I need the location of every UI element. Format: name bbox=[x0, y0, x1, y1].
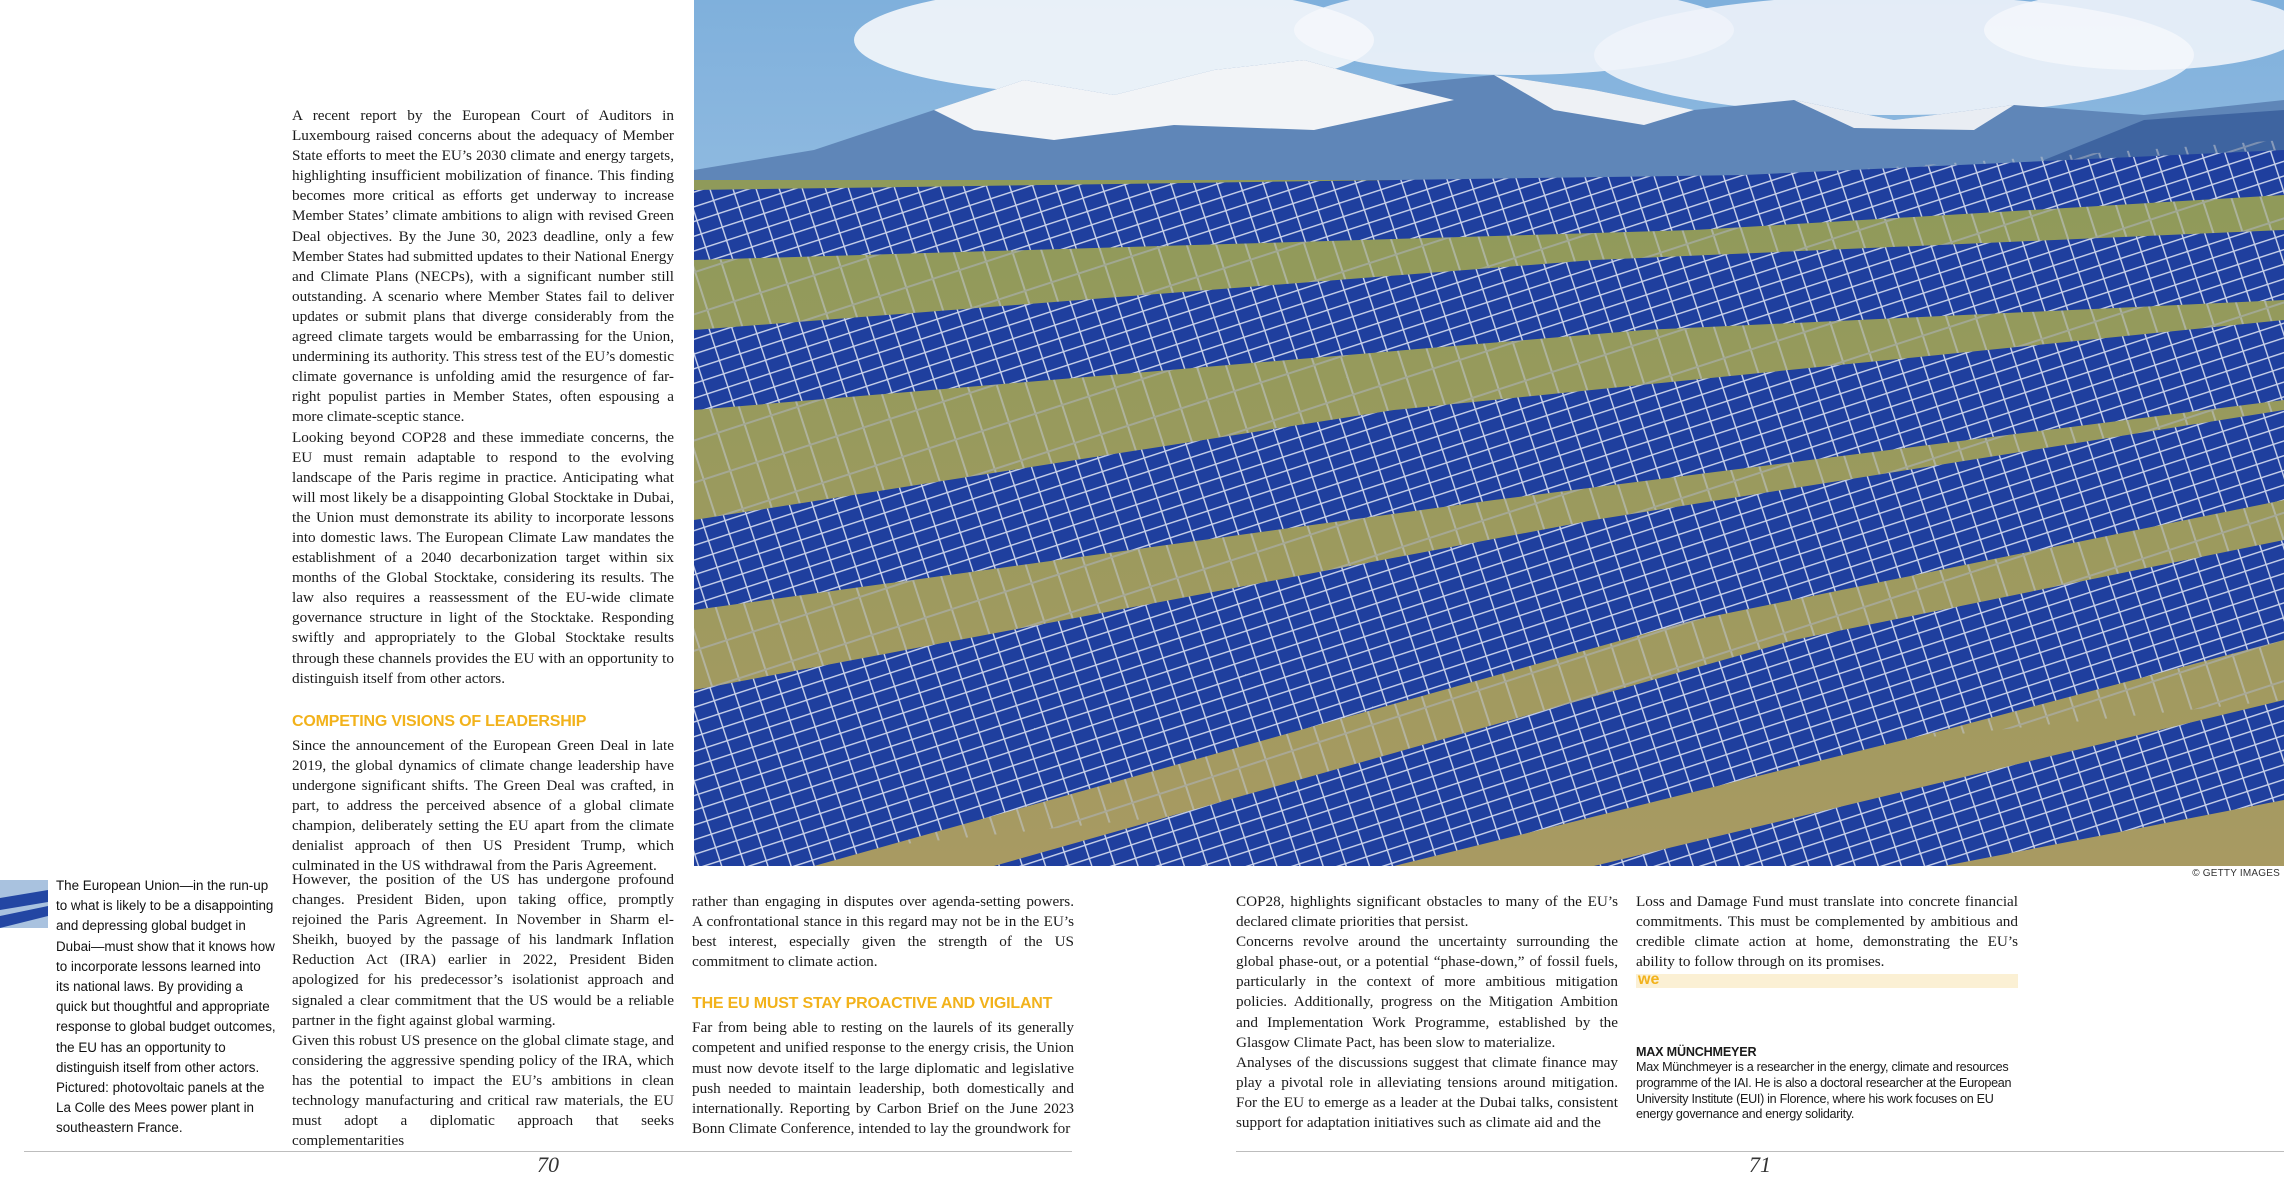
author-name: MAX MÜNCHMEYER bbox=[1636, 1045, 1757, 1060]
paragraph: Since the announcement of the European Green Deal in late 2019, the global dynamics of climate change leadership have undergone significant shifts. The Green Deal was crafted, in part, to address the perceived absence of a global climate champion, deliberately setting the EU apart from the climate denialist approach of then US President Trump, which culminated in the US withdrawal from the Paris Agreement. bbox=[292, 736, 674, 875]
column-1-top bbox=[292, 106, 674, 876]
paragraph: Analyses of the discussions suggest that climate finance may play a pivotal role in alleviating tensions around mitigation. For the EU to emerge as a leader at the Dubai talks, consistent support for adaptation initiatives such as climate aid and the bbox=[1236, 1053, 1618, 1132]
photo-credit: © GETTY IMAGES bbox=[2192, 868, 2280, 879]
column-4 bbox=[1636, 892, 2018, 1123]
photo-caption: The European Union—in the run-up to what is likely to be a disappointing and depressing global budget in Dubai—must show that it knows how to incorporate lessons learned into its national laws. By providing a quick but thoughtful and appropriate response to global budget outcomes, the EU has an opportunity to distinguish itself from other actors. Pictured: photovoltaic panels at the La Colle des Mees power plant in southeastern France. bbox=[56, 878, 276, 1136]
paragraph: Looking beyond COP28 and these immediate concerns, the EU must remain adaptable to respond to the evolving landscape of the Paris regime in practice. Anticipating what will most likely be a disappointing Global Stocktake in Dubai, the Union must demonstrate its ability to incorporate lessons into domestic laws. The European Climate Law mandates the establishment of a 2040 decarbonization target within six months of the Global Stocktake, considering its results. The law also requires a reassessment of the EU-wide climate governance structure in light of the Stocktake. Responding swiftly and appropriately to the Global Stocktake results through these channels provides the EU with an opportunity to distinguish itself from other actors. bbox=[292, 428, 674, 687]
paragraph: However, the position of the US has undergone profound changes. President Biden, upon taking office, promptly rejoined the Paris Agreement. In November in Sharm el-Sheikh, buoyed by the passage of his landmark Inflation Reduction Act (IRA) earlier in 2022, President Biden apologized for his predecessor’s isolationist approach and signaled a clear commitment that the US would be a reliable partner in the fight against global warming. bbox=[292, 871, 674, 1029]
column-2 bbox=[692, 892, 1074, 1139]
paragraph: A recent report by the European Court of Auditors in Luxembourg raised concerns about the adequacy of Member State efforts to meet the EU’s 2030 climate and energy targets, highlighting insufficient mobilization of finance. This finding becomes more critical as efforts get underway to increase Member States’ climate ambitions to align with revised Green Deal objectives. By the June 30, 2023 deadline, only a few Member States had submitted updates to their National Energy and Climate Plans (NECPs), with a significant number still outstanding. A scenario where Member States fail to deliver updates or submit plans that diverge considerably from the agreed climate targets would be embarrassing for the Union, undermining its authority. This stress test of the EU’s domestic climate governance is unfolding amid the resurgence of far-right populist parties in Member States, often espousing a more climate-sceptic stance. bbox=[292, 107, 674, 426]
column-1-bottom bbox=[292, 870, 674, 1151]
section-heading: THE EU MUST STAY PROACTIVE AND VIGILANT bbox=[692, 995, 1053, 1013]
paragraph: Concerns revolve around the uncertainty surrounding the global phase-out, or a potential “phase-down,” of fossil fuels, particularly in the context of more ambitious mitigation policies. Additionally, progress on the Mitigation Ambition and Implementation Work Programme, established by the Glasgow Climate Pact, has been slow to materialize. bbox=[1236, 933, 1618, 1051]
column-3 bbox=[1236, 892, 1618, 1133]
page-number-right: 71 bbox=[1749, 1152, 1771, 1177]
caption-thumbnail bbox=[0, 880, 48, 928]
section-heading: COMPETING VISIONS OF LEADERSHIP bbox=[292, 712, 587, 730]
paragraph: Far from being able to resting on the laurels of its generally competent and unified response to the energy crisis, the Union must now devote itself to the large diplomatic and legislative push needed to maintain leadership, both domestically and internationally. Reporting by Carbon Brief on the June 2023 Bonn Climate Conference, intended to lay the groundwork for bbox=[692, 1019, 1074, 1137]
author-bio: Max Münchmeyer is a researcher in the energy, climate and resources programme of the IAI. He is also a doctoral researcher at the European University Institute (EUI) in Florence, where his work focuses on EU energy governance and energy solidarity. bbox=[1636, 1060, 2012, 1122]
end-mark-logo: we bbox=[1638, 971, 1660, 989]
paragraph: COP28, highlights significant obstacles to many of the EU’s declared climate priorities that persist. bbox=[1236, 893, 1618, 931]
end-mark bbox=[1636, 971, 2018, 989]
paragraph: rather than engaging in disputes over agenda-setting powers. A confrontational stance in this regard may not be in the EU’s best interest, especially given the strength of the US commitment to climate action. bbox=[692, 893, 1074, 971]
solar-farm-photo bbox=[694, 0, 2284, 866]
page-number-left: 70 bbox=[537, 1152, 559, 1177]
paragraph: Loss and Damage Fund must translate into concrete financial commitments. This must be complemented by ambitious and credible climate action at home, demonstrating the EU’s ability to follow through on its promises. bbox=[1636, 893, 2018, 971]
paragraph: Given this robust US presence on the global climate stage, and considering the aggressive spending policy of the IRA, which has the potential to impact the EU’s ambitions in clean technology manufacturing and critical raw materials, the EU must adopt a diplomatic approach that seeks complementarities bbox=[292, 1031, 674, 1150]
